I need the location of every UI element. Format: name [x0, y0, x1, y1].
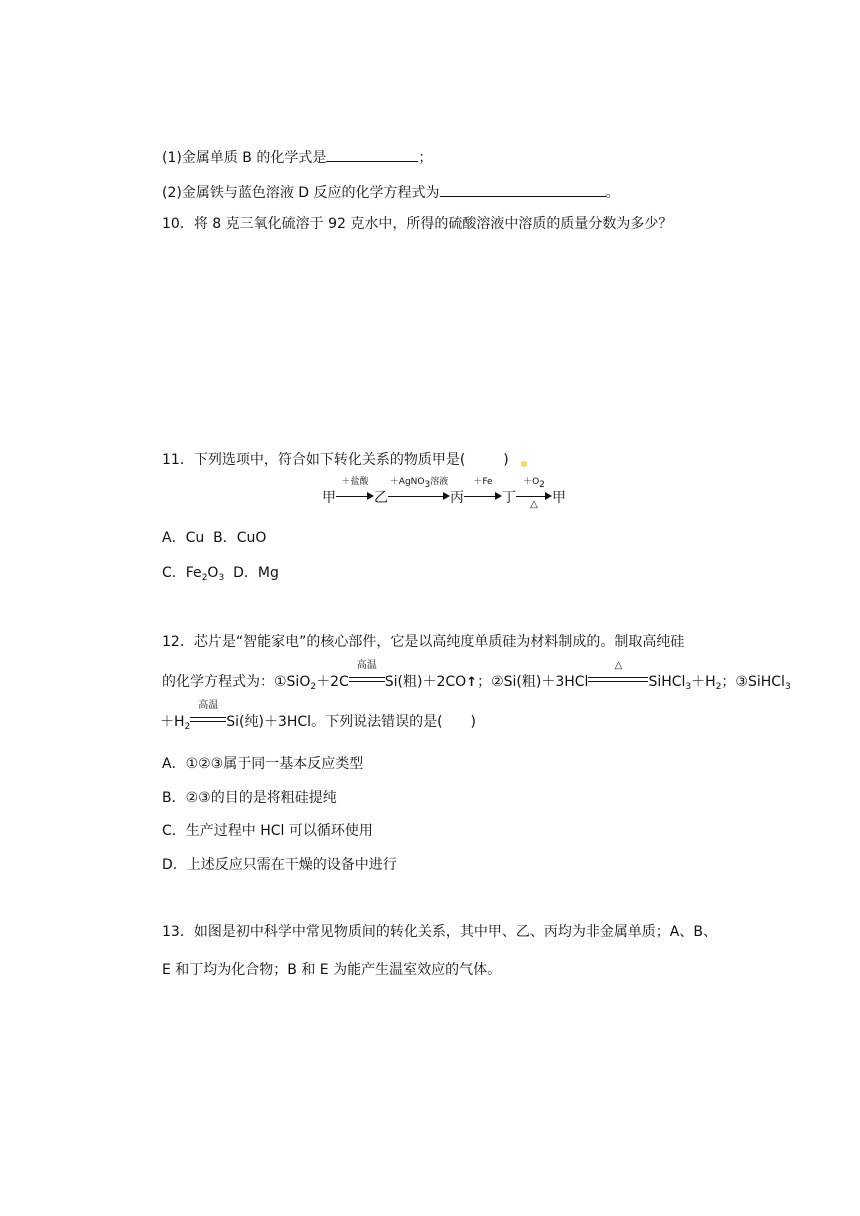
q11-stem-end: ) — [503, 452, 509, 468]
option-b[interactable]: B．CuO — [213, 530, 267, 546]
substance-2: 乙 — [374, 490, 388, 506]
equation-part: ) — [470, 714, 476, 730]
reagent-label: ＋AgNO$_3$溶液 — [389, 477, 449, 490]
equation-part: SiHCl — [648, 674, 686, 690]
substance-3: 丙 — [450, 490, 464, 506]
option-c[interactable]: C．生产过程中 HCl 可以循环使用 — [162, 823, 373, 839]
heat-condition: △ — [530, 499, 538, 510]
q9-sub1-end: ； — [418, 150, 433, 166]
q13-line-2: E 和丁均为化合物；B 和 E 为能产生温室效应的气体。 — [162, 962, 502, 978]
reaction-arrow-1 — [336, 477, 374, 502]
transformation-chain — [322, 477, 566, 510]
equation-part: ＋H — [160, 714, 185, 730]
q13-line-1: 13．如图是初中科学中常见物质间的转化关系，其中甲、乙、丙均为非金属单质；A、B、 — [162, 924, 717, 940]
q9-sub2-text: (2)金属铁与蓝色溶液 D 反应的化学方程式为 — [162, 185, 440, 201]
option-c[interactable]: C．$Fe_2O_3$ — [162, 565, 225, 583]
q12-text: 12．芯片是“智能家电”的核心部件，它是以高纯度单质硅为材料制成的。制取高纯硅 — [162, 634, 685, 650]
option-b[interactable]: B．②③的目的是将粗硅提纯 — [162, 790, 337, 806]
answer-blank[interactable] — [326, 146, 418, 162]
equation-part: ＋2C — [316, 674, 349, 690]
answer-blank[interactable] — [440, 181, 606, 197]
gas-up-arrow-icon: ↑ — [466, 675, 478, 690]
substance-1: 甲 — [322, 490, 336, 506]
q9-sub1-text: (1)金属单质 B 的化学式是 — [162, 150, 327, 166]
equation-part: 的化学方程式为：①SiO — [162, 674, 311, 690]
highlight-mark — [521, 461, 527, 467]
q10-text: 10．将 8 克三氧化硫溶于 92 克水中，所得的硫酸溶液中溶质的质量分数为多少？ — [162, 216, 673, 232]
option-a[interactable]: A．①②③属于同一基本反应类型 — [162, 756, 364, 772]
option-d[interactable]: D．上述反应只需在干燥的设备中进行 — [162, 857, 397, 873]
equation-part: ＋H — [691, 674, 716, 690]
reagent-label: ＋盐酸 — [341, 477, 369, 487]
q11-stem-start: 11．下列选项中，符合如下转化关系的物质甲是( — [162, 452, 466, 468]
equation-part: ；③SiHCl — [721, 674, 785, 690]
reagent-label: ＋Fe — [473, 477, 493, 487]
equation-part: Si(粗)＋2CO — [384, 674, 467, 690]
q9-sub2-end: 。 — [605, 185, 620, 201]
substance-5: 甲 — [552, 490, 566, 506]
reaction-arrow-3 — [464, 477, 502, 502]
reaction-condition-sign: 高温 — [190, 712, 226, 726]
q9-sub1 — [162, 146, 432, 168]
q12-line-3: $+H_2$ 高温 Si(纯)＋3HCl。下列说法错误的是( ) — [160, 700, 476, 732]
option-d[interactable]: D．Mg — [233, 565, 279, 581]
substance-4: 丁 — [502, 490, 516, 506]
reaction-condition-sign: 高温 — [349, 672, 385, 686]
question-11-stem — [162, 450, 509, 470]
equation-part: ；②Si(粗)＋3HCl — [477, 674, 589, 690]
option-a[interactable]: A．Cu — [162, 530, 205, 546]
reaction-condition-sign: △ — [588, 672, 648, 686]
q11-options-cd — [162, 563, 279, 583]
reagent-label: $+O_2$ — [523, 477, 545, 490]
equation-part: Si(纯)＋3HCl。下列说法错误的是( — [226, 714, 443, 730]
question-10 — [162, 214, 672, 234]
q12-line-1 — [162, 632, 684, 652]
q12-line-2: 的化学方程式为：①SiO$_2$＋2C 高温 Si(粗)＋2CO↑；②Si(粗)＋3HCl △ $SiHCl_3+H_2$；③SiHCl$_3$ — [162, 660, 791, 692]
reaction-arrow-4 — [516, 477, 552, 510]
q9-sub2 — [162, 181, 620, 203]
q11-options-ab — [162, 528, 266, 548]
reaction-arrow-2 — [388, 477, 450, 502]
